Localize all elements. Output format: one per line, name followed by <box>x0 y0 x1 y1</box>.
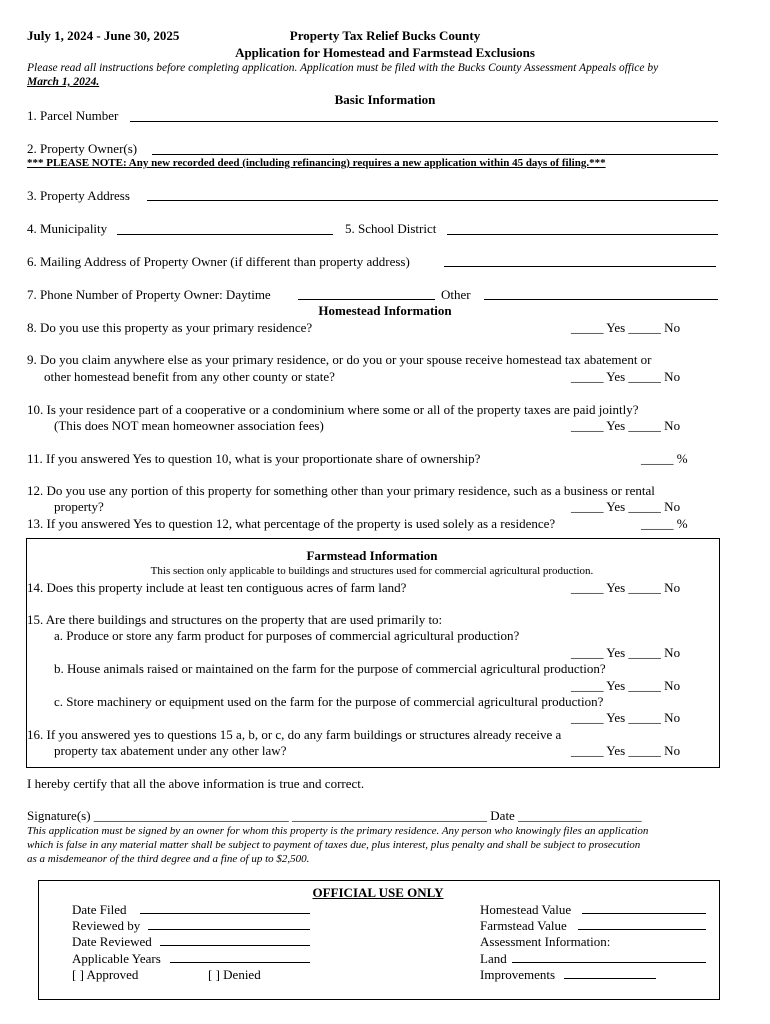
farmstead-subheading: This section only applicable to buildings and structures used for commercial agricultural production. <box>150 565 594 577</box>
q10-line1: 10. Is your residence part of a cooperative or a condominium where some or all of the property taxes are paid jointly? <box>27 402 639 417</box>
q14-ten-acres: 14. Does this property include at least ten contiguous acres of farm land? <box>27 580 407 595</box>
deadline: March 1, 2024. <box>27 76 100 88</box>
q10-yes-no[interactable]: _____ Yes _____ No <box>571 418 681 433</box>
q3-property-address: 3. Property Address <box>27 188 130 203</box>
date-reviewed-label: Date Reviewed <box>72 934 152 949</box>
official-use-heading: OFFICIAL USE ONLY <box>312 885 444 900</box>
q15c-store-machinery: c. Store machinery or equipment used on the farm for the purpose of commercial agricultural production? <box>54 694 604 709</box>
q2-property-owners: 2. Property Owner(s) <box>27 141 138 156</box>
q15c-yes-no[interactable]: _____ Yes _____ No <box>571 710 681 725</box>
q8-primary-residence: 8. Do you use this property as your primary residence? <box>27 320 313 335</box>
farmstead-value-field[interactable] <box>578 929 706 930</box>
date-reviewed-field[interactable] <box>160 945 310 946</box>
q9-line1: 9. Do you claim anywhere else as your primary residence, or do you or your spouse receive homestead tax abatement or <box>27 352 652 367</box>
assessment-info-label: Assessment Information: <box>480 934 611 949</box>
municipality-field[interactable] <box>117 234 333 235</box>
approved-checkbox[interactable]: [ ] Approved <box>72 967 139 982</box>
signature-date-line[interactable]: Signature(s) ______________________________ ______________________________ Date ___________________ <box>27 808 642 823</box>
q6-mailing-address: 6. Mailing Address of Property Owner (if different than property address) <box>27 254 410 269</box>
date-filed-field[interactable] <box>140 913 310 914</box>
q14-yes-no[interactable]: _____ Yes _____ No <box>571 580 681 595</box>
land-label: Land <box>480 951 507 966</box>
q7-phone-other: Other <box>441 287 471 302</box>
reviewed-by-label: Reviewed by <box>72 918 141 933</box>
q5-school-district: 5. School District <box>345 221 437 236</box>
q11-percent-field[interactable]: _____ % <box>641 451 688 466</box>
q16-line2: property tax abatement under any other law? <box>54 743 287 758</box>
warning-line-2: which is false in any material matter shall be subject to payment of taxes due, plus interest, plus penalty and shall be subject to prosecution <box>27 839 641 851</box>
q13-residence-percentage: 13. If you answered Yes to question 12, what percentage of the property is used solely as a residence? <box>27 516 556 531</box>
deed-note: *** PLEASE NOTE: Any new recorded deed (including refinancing) requires a new application within 45 days of filing.*** <box>27 157 606 169</box>
certification-statement: I hereby certify that all the above information is true and correct. <box>27 776 365 791</box>
applicable-years-label: Applicable Years <box>72 951 161 966</box>
q12-line1: 12. Do you use any portion of this property for something other than your primary residence, such as a business or rental <box>27 483 655 498</box>
date-range: July 1, 2024 - June 30, 2025 <box>27 28 180 43</box>
denied-checkbox[interactable]: [ ] Denied <box>208 967 261 982</box>
q16-line1: 16. If you answered yes to questions 15 a, b, or c, do any farm buildings or structures already receive a <box>27 727 562 742</box>
q15b-house-animals: b. House animals raised or maintained on the farm for the purpose of commercial agricultural production? <box>54 661 606 676</box>
school-district-field[interactable] <box>447 234 718 235</box>
daytime-phone-field[interactable] <box>298 299 435 300</box>
date-filed-label: Date Filed <box>72 902 127 917</box>
homestead-info-heading: Homestead Information <box>318 303 452 318</box>
q15b-yes-no[interactable]: _____ Yes _____ No <box>571 678 681 693</box>
property-address-field[interactable] <box>147 200 718 201</box>
q7-phone-daytime: 7. Phone Number of Property Owner: Daytime <box>27 287 271 302</box>
q15-buildings: 15. Are there buildings and structures on the property that are used primarily to: <box>27 612 443 627</box>
improvements-field[interactable] <box>564 978 656 979</box>
other-phone-field[interactable] <box>484 299 718 300</box>
homestead-value-label: Homestead Value <box>480 902 572 917</box>
q16-yes-no[interactable]: _____ Yes _____ No <box>571 743 681 758</box>
form-subtitle: Application for Homestead and Farmstead Exclusions <box>235 45 535 60</box>
q10-line2: (This does NOT mean homeowner association fees) <box>54 418 324 433</box>
applicable-years-field[interactable] <box>170 962 310 963</box>
q8-yes-no[interactable]: _____ Yes _____ No <box>571 320 681 335</box>
homestead-value-field[interactable] <box>582 913 706 914</box>
warning-line-3: as a misdemeanor of the third degree and a fine of up to $2,500. <box>27 853 310 865</box>
property-owners-field[interactable] <box>152 154 718 155</box>
q4-municipality: 4. Municipality <box>27 221 108 236</box>
basic-info-heading: Basic Information <box>334 92 436 107</box>
form-title: Property Tax Relief Bucks County <box>289 28 481 43</box>
q13-percent-field[interactable]: _____ % <box>641 516 688 531</box>
q12-yes-no[interactable]: _____ Yes _____ No <box>571 499 681 514</box>
q9-yes-no[interactable]: _____ Yes _____ No <box>571 369 681 384</box>
mailing-address-field[interactable] <box>444 266 716 267</box>
farmstead-value-label: Farmstead Value <box>480 918 567 933</box>
improvements-label: Improvements <box>480 967 556 982</box>
q9-line2: other homestead benefit from any other county or state? <box>44 369 335 384</box>
q15a-produce-store: a. Produce or store any farm product for purposes of commercial agricultural production? <box>54 628 520 643</box>
land-field[interactable] <box>512 962 706 963</box>
q12-line2: property? <box>54 499 104 514</box>
farmstead-info-heading: Farmstead Information <box>306 548 438 563</box>
instructions: Please read all instructions before completing application. Application must be filed with the Bucks County Assessment Appeals office by <box>27 62 659 74</box>
reviewed-by-field[interactable] <box>148 929 310 930</box>
parcel-number-field[interactable] <box>130 121 718 122</box>
q1-parcel-number: 1. Parcel Number <box>27 108 119 123</box>
q15a-yes-no[interactable]: _____ Yes _____ No <box>571 645 681 660</box>
q11-ownership-share: 11. If you answered Yes to question 10, what is your proportionate share of ownership? <box>27 451 481 466</box>
warning-line-1: This application must be signed by an owner for whom this property is the primary residence. Any person who knowingly files an application <box>27 825 649 837</box>
